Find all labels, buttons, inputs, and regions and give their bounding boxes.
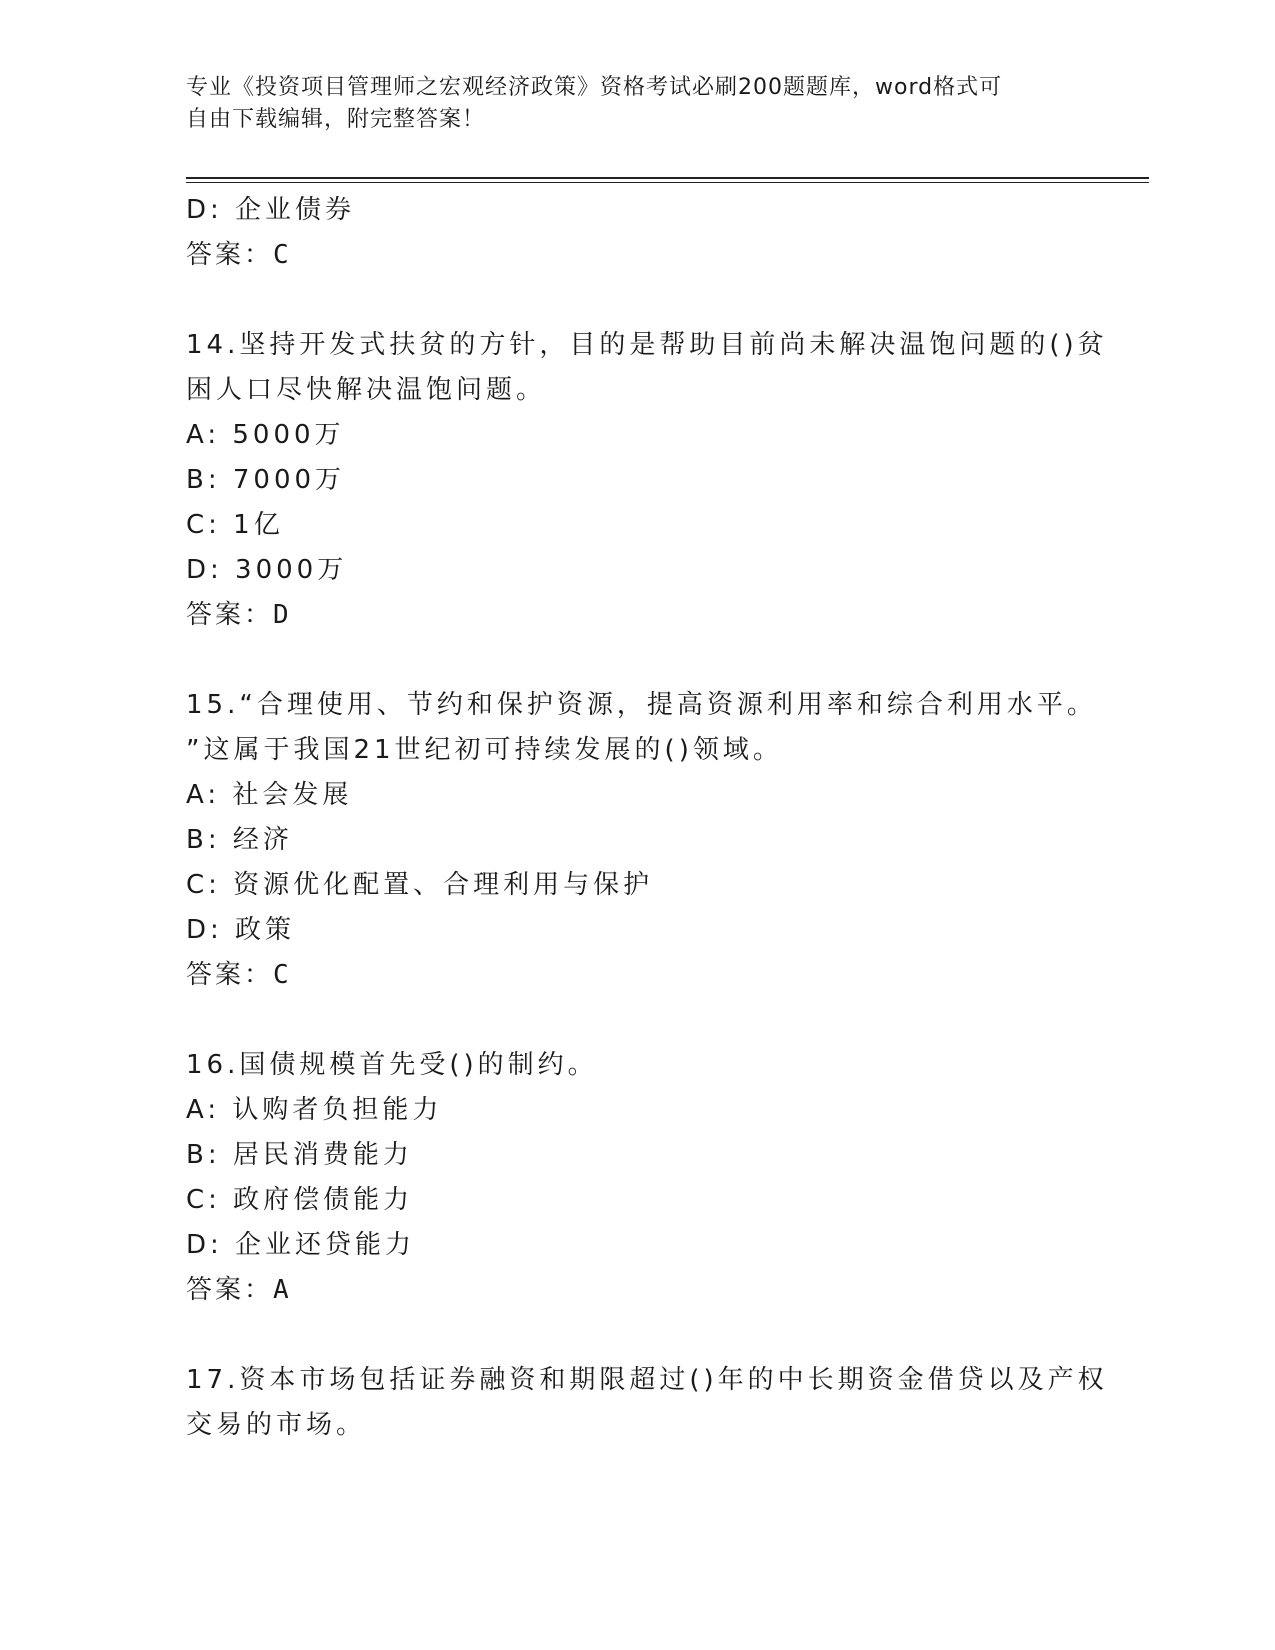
option-b: B: 经济 [186,825,293,855]
option-a: A: 社会发展 [186,780,353,810]
spacer [186,998,1086,1043]
option-d: D: 企业还贷能力 [186,1230,416,1260]
answer-line [186,233,1086,278]
spacer [186,278,1086,323]
option-d: D: 企业债券 [186,195,356,225]
question-stem-line: 14.坚持开发式扶贫的方针，目的是帮助目前尚未解决温饱问题的()贫 [186,330,1108,360]
question-item [186,683,1097,998]
option-d: D: 政策 [186,915,296,945]
question-stem-line: 15.“合理使用、节约和保护资源，提高资源利用率和综合利用水平。 [186,690,1097,720]
answer-line [186,1268,1086,1313]
spacer [186,1313,1086,1358]
header-title-line-1: 专业《投资项目管理师之宏观经济政策》资格考试必刷200题题库，word格式可 [186,75,1003,100]
option-b: B: 居民消费能力 [186,1140,413,1170]
option-c: C: 资源优化配置、合理利用与保护 [186,870,654,900]
option-c: C: 1亿 [186,510,284,540]
answer-value: D [273,600,291,630]
question-stem-line: ”这属于我国21世纪初可持续发展的()领域。 [186,735,783,765]
question-item [186,323,1108,638]
question-stem-line: 困人口尽快解决温饱问题。 [186,375,547,405]
answer-label: 答案： [186,600,274,630]
question-stem-line: 17.资本市场包括证券融资和期限超过()年的中长期资金借贷以及产权 [186,1365,1108,1395]
question-list [186,188,1108,1448]
answer-value: A [273,1275,291,1305]
answer-line [186,593,1086,638]
question-stem-line: 16.国债规模首先受()的制约。 [186,1050,598,1080]
question-item [186,1358,1108,1448]
option-c: C: 政府偿债能力 [186,1185,414,1215]
document-header [186,72,1086,136]
answer-label: 答案： [186,1275,274,1305]
answer-value: C [273,240,291,270]
option-d: D: 3000万 [186,555,348,585]
option-a: A: 5000万 [186,420,345,450]
question-item [186,1043,1086,1313]
header-divider [186,177,1149,183]
option-a: A: 认购者负担能力 [186,1095,443,1125]
spacer [186,638,1086,683]
option-b: B: 7000万 [186,465,346,495]
answer-label: 答案： [186,240,274,270]
question-stem-line: 交易的市场。 [186,1410,367,1440]
header-title-line-2: 自由下载编辑，附完整答案！ [186,107,486,132]
answer-value: C [273,960,291,990]
answer-label: 答案： [186,960,274,990]
answer-line [186,953,1086,998]
